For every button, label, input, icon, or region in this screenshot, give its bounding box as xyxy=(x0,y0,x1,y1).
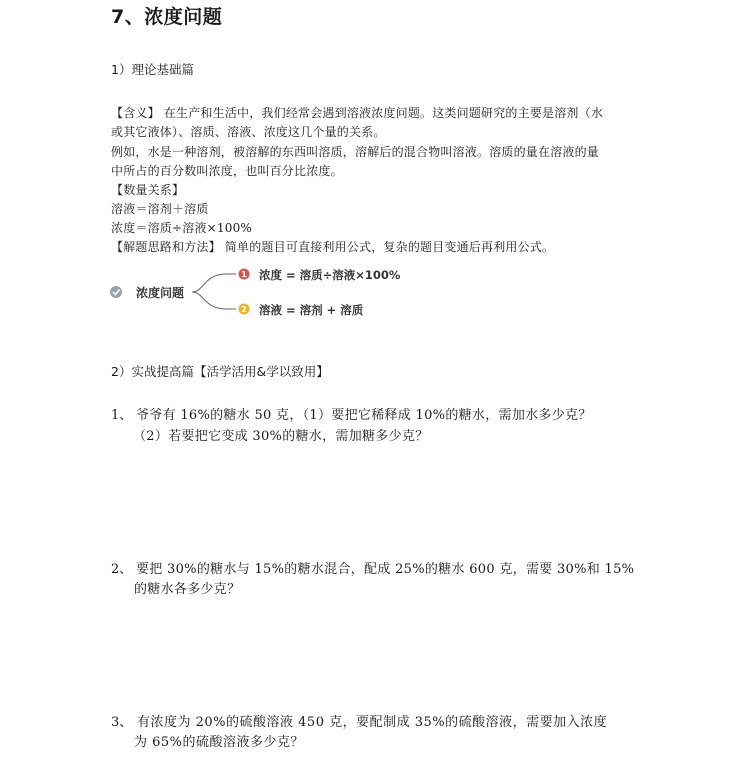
question-3-line-1: 有浓度为 20%的硫酸溶液 450 克，要配制成 35%的硫酸溶液，需要加入浓度 xyxy=(137,715,608,730)
section-heading-practice: 2）实战提高篇【活学活用&学以致用】 xyxy=(111,364,329,379)
example-text-line-2: 中所占的百分数叫浓度，也叫百分比浓度。 xyxy=(111,164,343,178)
question-3-number: 3、 xyxy=(111,715,133,730)
check-circle-icon xyxy=(110,286,122,298)
method-text: 【解题思路和方法】 简单的题目可直接利用公式，复杂的题目变通后再利用公式。 xyxy=(111,240,555,254)
meaning-text-line-1: 【含义】 在生产和生活中，我们经常会遇到溶液浓度问题。这类问题研究的主要是溶剂（水 xyxy=(111,106,604,120)
badge-1-number: 1 xyxy=(241,270,247,279)
section-heading-theory: 1）理论基础篇 xyxy=(111,62,194,77)
formula-concentration: 浓度＝溶质÷溶液×100% xyxy=(111,221,253,235)
question-2-line-1: 要把 30%的糖水与 15%的糖水混合，配成 25%的糖水 600 克，需要 30%和 15% xyxy=(136,562,635,577)
connector-top xyxy=(192,274,236,292)
formula-solution: 溶液＝溶剂＋溶质 xyxy=(111,202,209,216)
question-1-line-1: 爷爷有 16%的糖水 50 克，（1）要把它稀释成 10%的糖水，需加水多少克？ xyxy=(136,408,592,423)
question-3-line-2: 为 65%的硫酸溶液多少克？ xyxy=(134,735,305,750)
question-2-line-2: 的糖水各多少克？ xyxy=(134,582,241,597)
example-text-line-1: 例如，水是一种溶剂，被溶解的东西叫溶质，溶解后的混合物叫溶液。溶质的量在溶液的量 xyxy=(111,145,600,159)
question-1-line-2: （2）若要把它变成 30%的糖水，需加糖多少克？ xyxy=(133,429,429,444)
mindmap-center-label: 浓度问题 xyxy=(136,286,185,300)
meaning-text-line-2: 或其它液体）、溶质、溶液、浓度这几个量的关系。 xyxy=(111,125,386,139)
question-1-number: 1、 xyxy=(111,408,133,423)
connector-bottom xyxy=(192,292,236,309)
badge-2-number: 2 xyxy=(241,305,247,314)
number-badge-1-icon xyxy=(238,268,250,280)
number-badge-2-icon xyxy=(238,303,250,315)
relation-header: 【数量关系】 xyxy=(111,183,185,197)
mindmap-item-solution: 溶液 = 溶剂 + 溶质 xyxy=(259,303,364,317)
mindmap-item-concentration: 浓度 = 溶质÷溶液×100% xyxy=(259,268,401,282)
question-2-number: 2、 xyxy=(111,562,133,577)
page-title: 7、浓度问题 xyxy=(111,6,223,28)
